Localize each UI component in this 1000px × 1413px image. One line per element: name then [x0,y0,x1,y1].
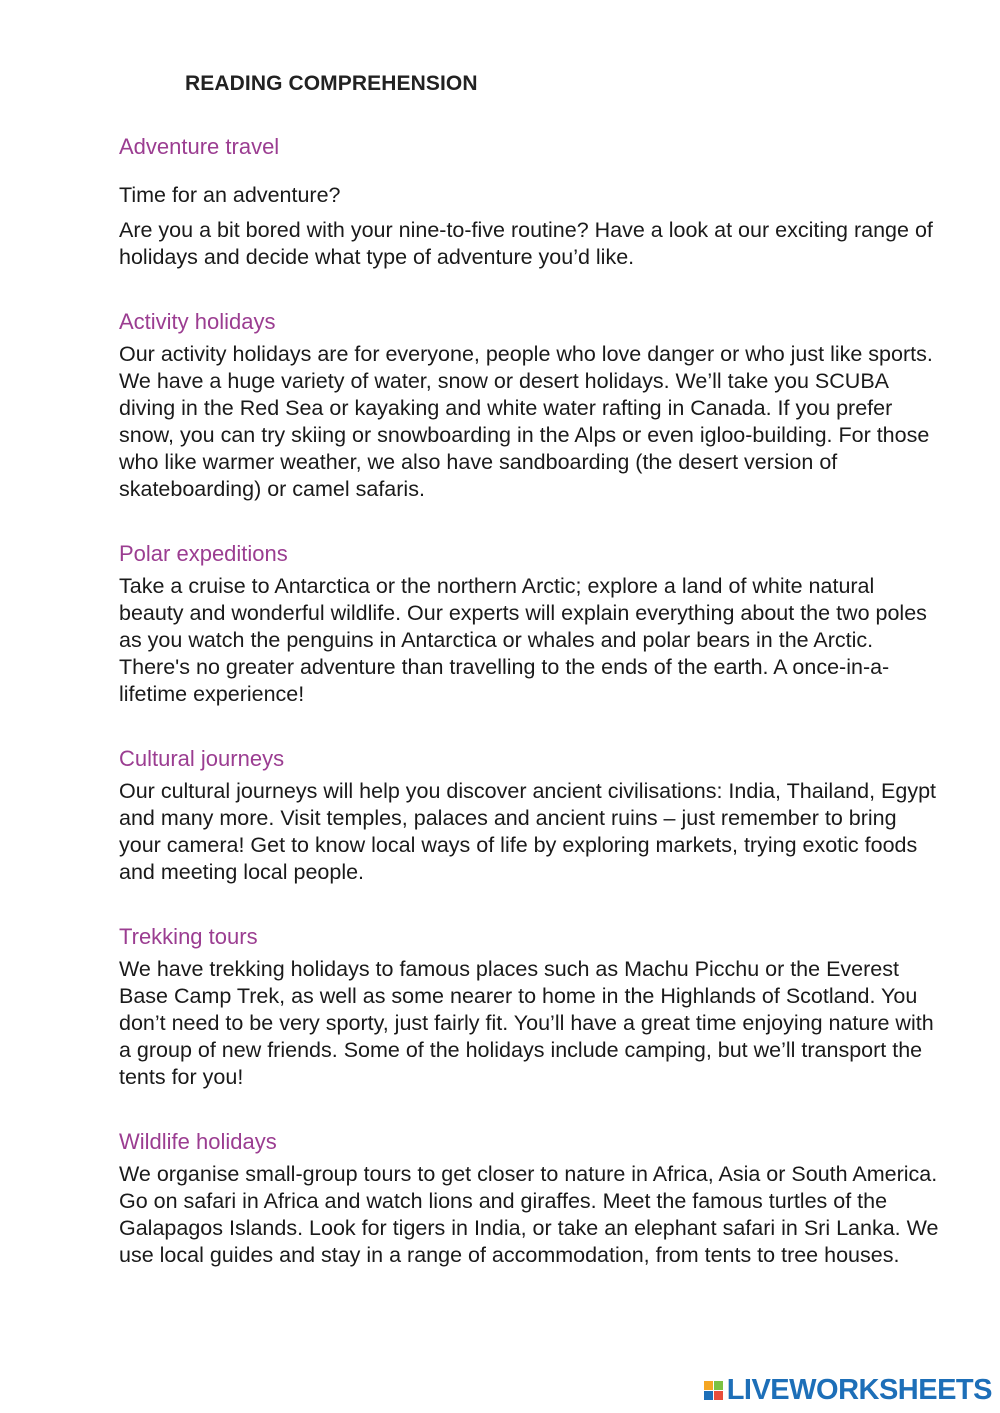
intro-text: Are you a bit bored with your nine-to-five routine? Have a look at our exciting range of holidays and decide what type of adventure you’d like. [119,218,933,269]
intro-heading: Adventure travel [119,134,280,159]
intro-question: Time for an adventure? [119,183,341,207]
section-heading: Wildlife holidays [119,1129,277,1154]
document-body [119,132,939,1269]
logo-square [714,1391,723,1400]
section-text: Our cultural journeys will help you discover ancient civilisations: India, Thailand, Egypt and many more. Visit temples, palaces and ancient ruins – just remember to bring your camera! Get to know local ways of life by exploring markets, trying exotic foods and meeting local people. [119,779,937,884]
section-text: Our activity holidays are for everyone, people who love danger or who just like sports. We have a huge variety of water, snow or desert holidays. We’ll take you SCUBA diving in the Red Sea or kayaking and white water rafting in Canada. If you prefer snow, you can try skiing or snowboarding in the Alps or even igloo-building. For those who like warmer weather, we also have sandboarding (the desert version of skateboarding) or camel safaris. [119,342,933,501]
logo-square [704,1381,713,1390]
section-activity-holidays [119,307,939,503]
section-text: We have trekking holidays to famous places such as Machu Picchu or the Everest Base Camp Trek, as well as some nearer to home in the Highlands of Scotland. You don’t need to be very sporty, just fairly fit. You’ll have a great time enjoying nature with a group of new friends. Some of the holidays include camping, but we’ll transport the tents for you! [119,957,934,1089]
section-text: We organise small-group tours to get closer to nature in Africa, Asia or South America. Go on safari in Africa and watch lions and giraffes. Meet the famous turtles of the Galapagos Islands. Look for tigers in India, or take an elephant safari in Sri Lanka. We use local guides and stay in a range of accommodation, from tents to tree houses. [119,1162,939,1267]
section-heading: Activity holidays [119,309,276,334]
liveworksheets-watermark [704,1374,992,1407]
section-wildlife-holidays [119,1127,939,1269]
section-text: Take a cruise to Antarctica or the northern Arctic; explore a land of white natural beauty and wonderful wildlife. Our experts will explain everything about the two poles as you watch the penguins in Antarctica or whales and polar bears in the Arctic. There's no greater adventure than travelling to the ends of the earth. A once-in-a-lifetime experience! [119,574,927,706]
logo-square [714,1381,723,1390]
liveworksheets-logo-icon [704,1378,723,1404]
section-trekking-tours [119,922,939,1091]
section-heading: Trekking tours [119,924,258,949]
page-title: READING COMPREHENSION [185,72,478,95]
section-polar-expeditions [119,539,939,708]
section-heading: Cultural journeys [119,746,285,771]
watermark-text: LIVEWORKSHEETS [726,1374,992,1406]
section-cultural-journeys [119,744,939,886]
section-heading: Polar expeditions [119,541,288,566]
logo-square [704,1391,713,1400]
